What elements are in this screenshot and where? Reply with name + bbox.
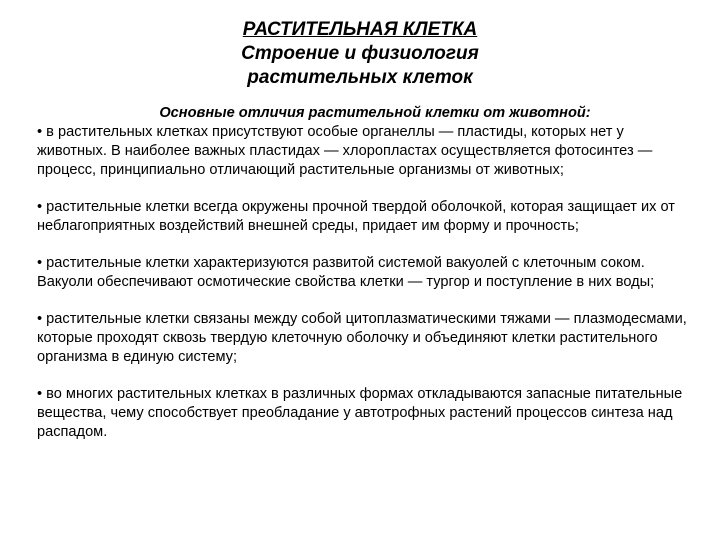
- title-line-2: Строение и физиология: [241, 43, 479, 64]
- paragraph-vacuoles: • растительные клетки характеризуются развитой системой вакуолей с клеточным соком. Вакуоли обеспечивают осмотические свойства клетки — тургор и поступление в них воды;: [37, 255, 655, 290]
- paragraph-reserves: • во многих растительных клетках в различных формах откладываются запасные питательные вещества, чему способствует преобладание у автотрофных растений процессов синтеза над распадом.: [37, 386, 683, 440]
- title-line-3: растительных клеток: [247, 67, 473, 88]
- paragraph-plastids: • в растительных клетках присутствуют особые органеллы — пластиды, которых нет у животных. В наиболее важных пластидах — хлоропластах осуществляется фотосинтез — процесс, принципиально отличающий растительные организмы от животных;: [37, 124, 653, 178]
- body-text: [37, 123, 697, 460]
- title-main: РАСТИТЕЛЬНАЯ КЛЕТКА: [242, 19, 478, 40]
- slide-title: [0, 18, 720, 90]
- paragraph-cell-wall: • растительные клетки всегда окружены прочной твердой оболочкой, которая защищает их от неблагоприятных воздействий внешней среды, придает им форму и прочность;: [37, 199, 675, 234]
- subtitle: Основные отличия растительной клетки от животной:: [159, 105, 591, 121]
- paragraph-plasmodesmata: • растительные клетки связаны между собой цитоплазматическими тяжами — плазмодесмами, которые проходят сквозь твердую клеточную оболочку и объединяют клетки растительного организма в единую систему;: [37, 311, 687, 365]
